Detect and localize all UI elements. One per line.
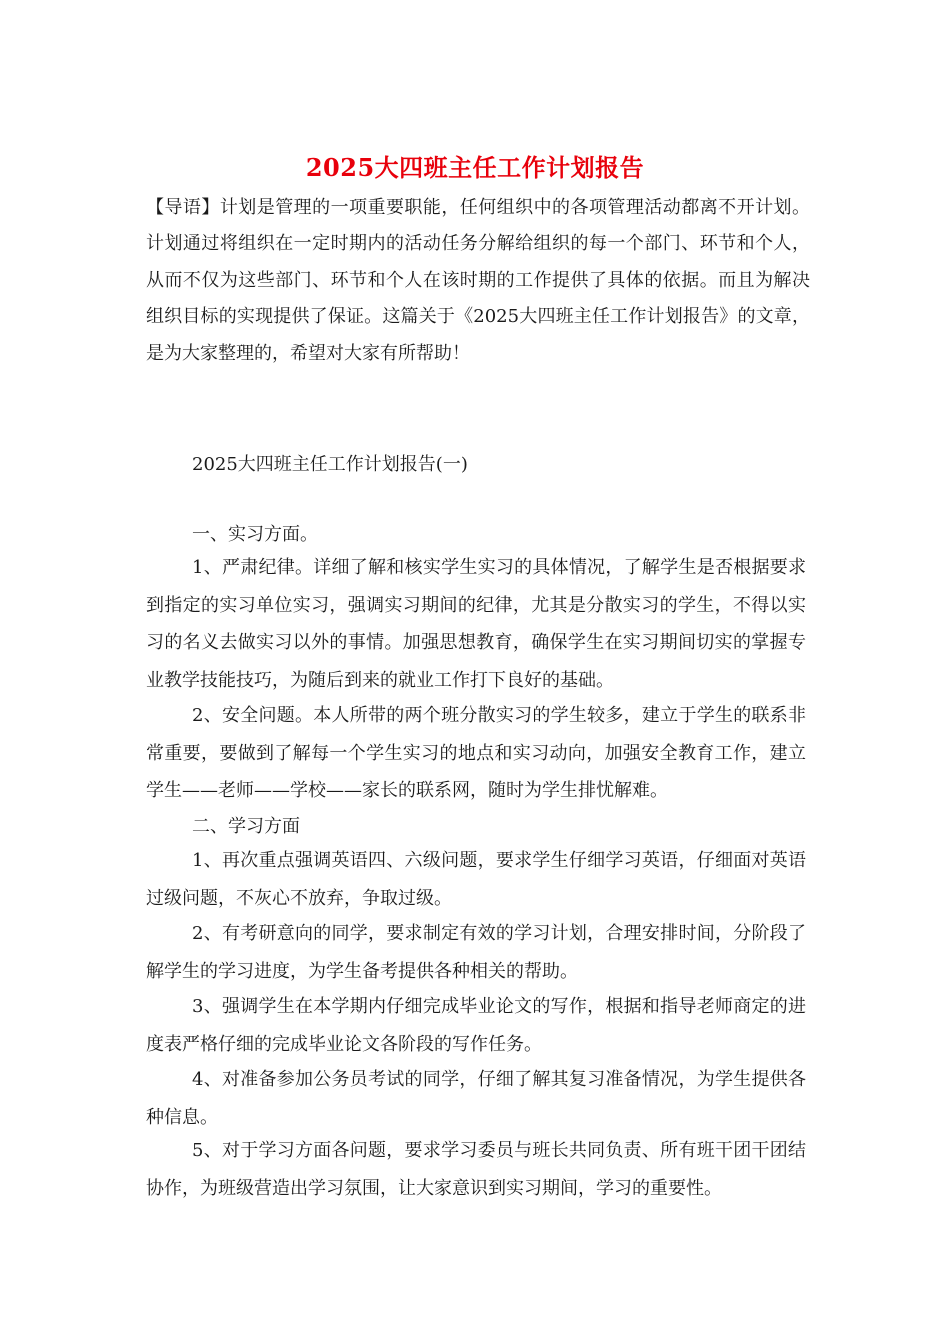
- paragraph-cooperation: 5、对于学习方面各问题，要求学习委员与班长共同负责、所有班干团干团结协作，为班级营造出学习氛围，让大家意识到实习期间，学习的重要性。: [146, 1140, 806, 1199]
- paragraph-postgraduate: 2、有考研意向的同学，要求制定有效的学习计划，合理安排时间，分阶段了解学生的学习进度，为学生备考提供各种相关的帮助。: [146, 923, 806, 982]
- intro-paragraph: 【导语】计划是管理的一项重要职能，任何组织中的各项管理活动都离不开计划。计划通过将组织在一定时期内的活动任务分解给组织的每一个部门、环节和个人，从而不仅为这些部门、环节和个人在该时期的工作提供了具体的依据。而且为解决组织目标的实现提供了保证。这篇关于《2025大四班主任工作计划报告》的文章，是为大家整理的，希望对大家有所帮助！: [146, 197, 810, 364]
- paragraph-discipline: 1、严肃纪律。详细了解和核实学生实习的具体情况，了解学生是否根据要求到指定的实习单位实习，强调实习期间的纪律，尤其是分散实习的学生，不得以实习的名义去做实习以外的事情。加强思想教育，确保学生在实习期间切实的掌握专业教学技能技巧，为随后到来的就业工作打下良好的基础。: [146, 557, 806, 691]
- paragraph-english: 1、再次重点强调英语四、六级问题，要求学生仔细学习英语，仔细面对英语过级问题，不灰心不放弃，争取过级。: [146, 850, 806, 909]
- section-title: 2025大四班主任工作计划报告(一): [192, 454, 468, 475]
- paragraph-thesis: 3、强调学生在本学期内仔细完成毕业论文的写作，根据和指导老师商定的进度表严格仔细的完成毕业论文各阶段的写作任务。: [146, 996, 806, 1055]
- paragraph-safety: 2、安全问题。本人所带的两个班分散实习的学生较多，建立于学生的联系非常重要，要做到了解每一个学生实习的地点和实习动向，加强安全教育工作，建立学生——老师——学校——家长的联系网，随时为学生排忧解难。: [146, 705, 806, 801]
- document-title: 2025大四班主任工作计划报告: [305, 153, 645, 182]
- heading-internship: 一、实习方面。: [192, 524, 318, 545]
- heading-study: 二、学习方面: [192, 816, 300, 837]
- paragraph-civil-service: 4、对准备参加公务员考试的同学，仔细了解其复习准备情况，为学生提供各种信息。: [146, 1069, 806, 1128]
